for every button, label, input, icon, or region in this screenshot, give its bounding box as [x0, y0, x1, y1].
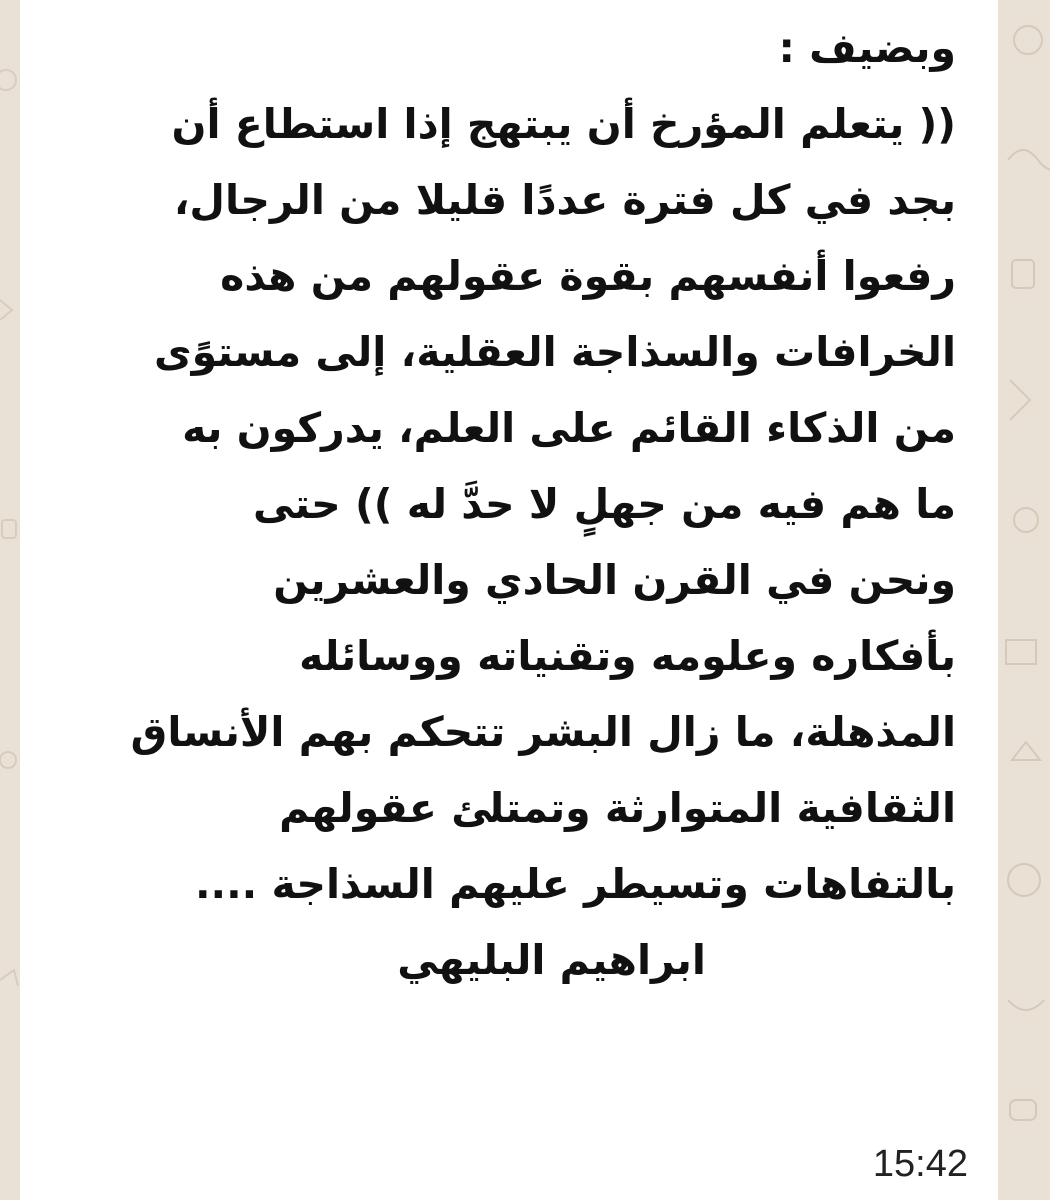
message-signature: ابراهيم البليهي [397, 936, 706, 984]
chat-wallpaper-right [998, 0, 1050, 1200]
message-text: وبضيف : (( يتعلم المؤرخ أن يبتهج إذا استطاع أن بجد في كل فترة عددًا قليلا من الرجال، رفعوا أنفسهم بقوة عقولهم من هذه الخرافات والسذاجة العقلية، إلى مستوًى من الذكاء القائم على العلم، يدركون به ما هم فيه من جهلٍ لا حدَّ له )) حتى ونحن في القرن الحادي والعشرين بأفكاره وعلومه وتقنياته ووسائله المذهلة، ما زال البشر تتحكم بهم الأنساق الثقافية المتوارثة وتمتلئ عقولهم بالتفاهات وتسيطر عليهم السذاجة .... [130, 24, 956, 908]
message-timestamp: 15:42 [872, 1143, 968, 1185]
chat-wallpaper-left [0, 0, 20, 1200]
message-bubble[interactable] [20, 0, 998, 1200]
